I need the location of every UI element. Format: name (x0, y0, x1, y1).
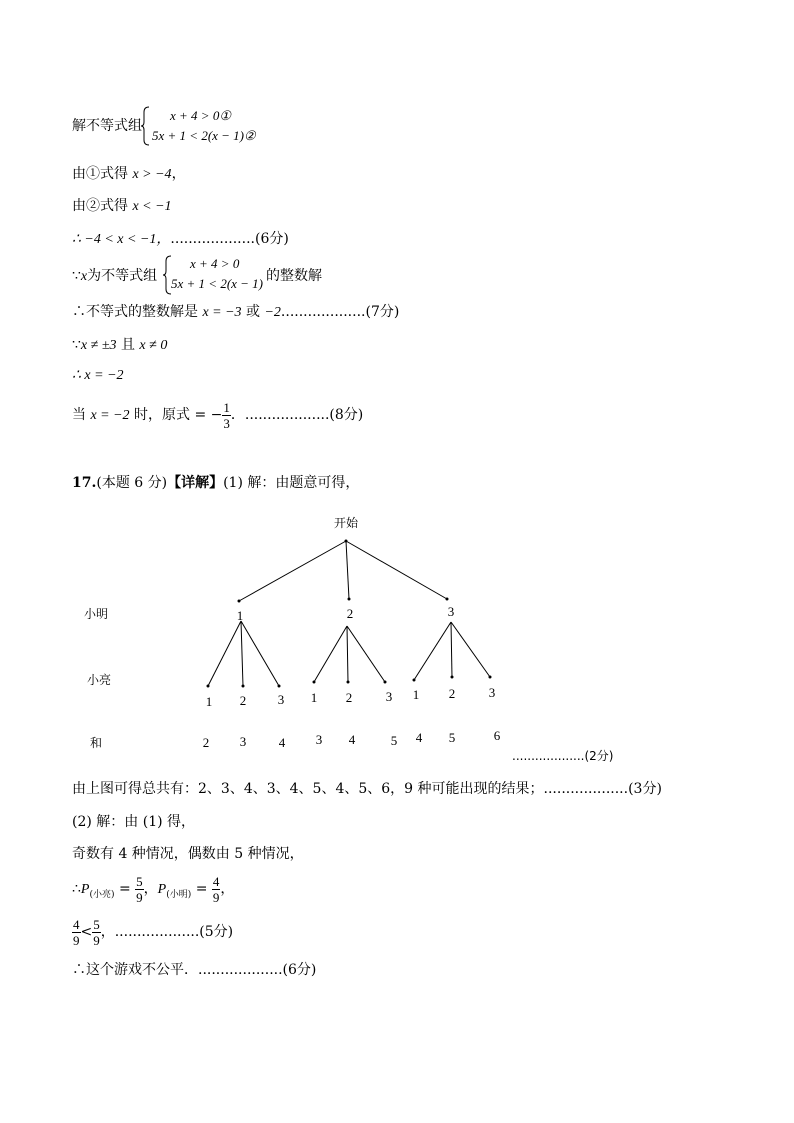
prob-sub-xiaoming: (小明) (166, 890, 192, 900)
because-symbol: ∵ (72, 268, 81, 284)
fraction-five-ninths-cmp (92, 917, 101, 948)
fraction-num: 4 (73, 916, 80, 932)
level1-node: 2 (346, 606, 354, 621)
fraction-den: 3 (223, 415, 230, 431)
system2-row1: x + 4 > 0 (190, 256, 240, 271)
system1-row2: 5x + 1 < 2(x − 1)② (152, 128, 256, 143)
score-8: ...................(8分) (244, 407, 364, 423)
fraction-den: 9 (93, 932, 100, 948)
by-eq2-line (72, 197, 172, 216)
tree-root-label: 开始 (333, 516, 359, 530)
conclusion-text: ∴这个游戏不公平． (72, 962, 198, 978)
integer-solution-line (72, 303, 399, 322)
by-eq1-line (72, 165, 186, 184)
because-symbol-2: ∵ (72, 337, 81, 353)
therefore-symbol: ∴ (72, 881, 81, 897)
fraction-den: 9 (73, 932, 80, 948)
score-7: ...................(7分) (280, 304, 400, 320)
var-x: x (80, 269, 88, 284)
solve-system-line (72, 117, 142, 135)
q17-number: 17. (72, 475, 97, 491)
by-eq1-math: x > −4 (132, 167, 172, 182)
condition-math-2: x ≠ 0 (139, 338, 168, 353)
conclusion-line (72, 961, 316, 979)
level2-node: 2 (448, 686, 456, 701)
because-condition-line (72, 336, 167, 355)
condition-math-1: x ≠ ±3 (80, 338, 117, 353)
system-brace-1 (141, 106, 151, 146)
sum-value: 2 (202, 735, 210, 750)
row-label-xiaoming: 小明 (84, 607, 109, 621)
sum-value: 3 (315, 732, 323, 747)
sum-value: 4 (415, 730, 423, 745)
result-line (72, 780, 662, 798)
because-text: 为不等式组 (87, 268, 158, 284)
score-5: ...................(5分) (114, 924, 234, 940)
odd-even-line: 奇数有 4 种情况，偶数由 5 种情况， (72, 846, 304, 862)
sum-value: 4 (278, 735, 286, 750)
by-eq1-text: 由①式得 (72, 166, 133, 182)
prob-p-xiaoming: P (157, 882, 167, 897)
level2-node: 3 (277, 692, 285, 707)
sum-value: 5 (448, 730, 456, 745)
fraction-num: 1 (223, 399, 230, 415)
level2-node: 3 (385, 689, 393, 704)
by-eq2-math: x < −1 (132, 199, 172, 214)
because-integer-tail: 的整数解 (266, 268, 322, 284)
and-text: 且 (116, 337, 140, 353)
q17-points: (本题 6 分) (96, 475, 168, 491)
level2-node: 1 (205, 694, 213, 709)
comparison-line: $\frac{4}{9}$ < $\frac{5}{9}$ ，...................(5分) (73, 916, 234, 948)
fraction-num: 4 (212, 873, 220, 889)
sum-value: 5 (390, 733, 398, 748)
result-text: 由上图可得总共有：2、3、4、3、4、5、4、5、6，9 种可能出现的结果； (72, 781, 544, 797)
sum-value: 4 (348, 732, 356, 747)
when-text: 当 (72, 407, 91, 423)
therefore-range-line (72, 230, 289, 249)
system1-row1: x + 4 > 0① (170, 108, 231, 123)
original-expr-text: 时，原式 = − (129, 407, 223, 423)
row-label-sum: 和 (90, 736, 103, 750)
row-label-xiaoliang: 小亮 (87, 673, 112, 687)
tree-diagram (0, 500, 794, 770)
sum-value: 6 (493, 728, 501, 743)
fraction-num: 5 (136, 873, 143, 889)
level2-node: 1 (412, 687, 420, 702)
prob-p-xiaoliang: P (80, 882, 90, 897)
level2-node: 3 (488, 685, 496, 700)
by-eq1-punct: ， (171, 166, 186, 182)
score-3: ...................(3分) (543, 781, 662, 797)
by-eq2-text: 由②式得 (72, 198, 133, 214)
level2-node: 2 (239, 693, 247, 708)
fraction-den: 9 (136, 889, 143, 905)
integer-solution-text: ∴不等式的整数解是 (72, 304, 203, 320)
integer-solution-math2: −2 (264, 305, 281, 320)
therefore-range: ∴ −4 < x < −1， (72, 232, 171, 247)
part2-line: (2) 解：由 (1) 得， (72, 814, 196, 830)
score-6: ...................(6分) (170, 231, 289, 247)
level1-node: 3 (447, 604, 455, 619)
because-integer-line (72, 267, 157, 286)
sum-value: 3 (239, 734, 247, 749)
fraction-num: 5 (93, 916, 100, 932)
fraction-four-ninths-cmp (72, 917, 81, 948)
score-6b: ...................(6分) (198, 962, 317, 978)
q17-heading (72, 474, 359, 492)
when-math: x = −2 (90, 408, 130, 423)
system2-row2: 5x + 1 < 2(x − 1) (171, 276, 264, 291)
integer-solution-math: x = −3 (202, 305, 242, 320)
probability-line: $\therefore P_{(小亮)}$ = $\frac{5}{9}$ ，$P_{(小明)}$ = $\frac{4}{9}$ ， (72, 873, 235, 905)
or-text: 或 (241, 304, 265, 320)
solve-label: 解不等式组 (72, 118, 142, 134)
fraction-den: 9 (212, 889, 220, 905)
q17-intro: (1) 解：由题意可得， (223, 475, 360, 491)
period: ． (230, 407, 245, 423)
fraction-one-third (222, 400, 231, 431)
fraction-five-ninths (135, 874, 144, 905)
prob-sub-xiaoliang: (小亮) (89, 890, 115, 900)
q17-tag: 【详解】 (167, 475, 224, 491)
level1-node: 1 (236, 608, 244, 623)
evaluate-line (72, 398, 363, 433)
tree-score: ...................(2分) (512, 749, 614, 763)
level2-node: 2 (345, 690, 353, 705)
therefore-x-line: ∴ x = −2 (72, 368, 124, 383)
level2-node: 1 (310, 690, 318, 705)
